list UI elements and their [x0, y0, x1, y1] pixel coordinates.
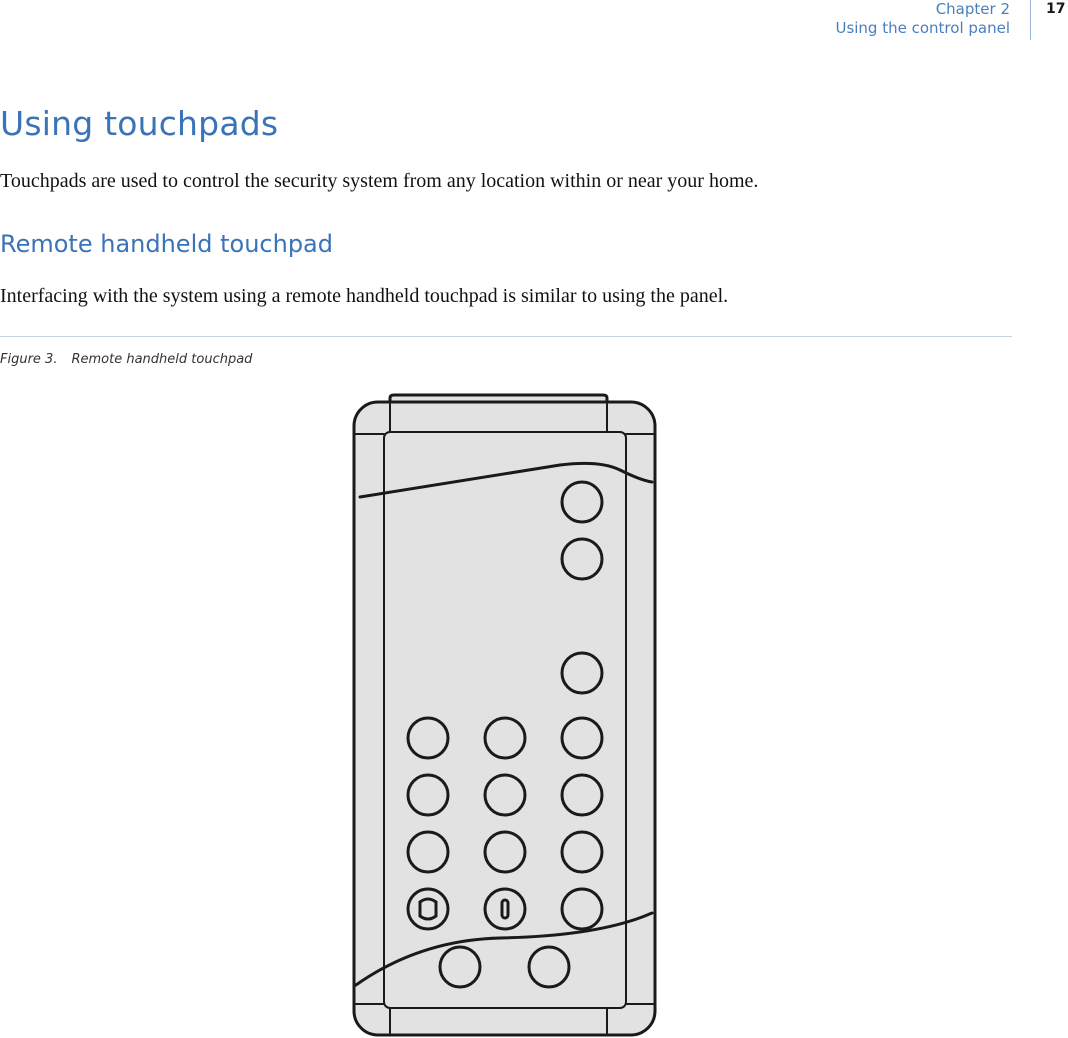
- section-paragraph: Touchpads are used to control the security system from any location within or near your home.: [0, 170, 759, 192]
- touchpad-button: [408, 718, 448, 758]
- section-heading: Using touchpads: [0, 104, 279, 143]
- touchpad-button: [408, 832, 448, 872]
- touchpad-button: [408, 889, 448, 929]
- touchpad-button: [485, 775, 525, 815]
- touchpad-button: [562, 718, 602, 758]
- touchpad-button: [408, 775, 448, 815]
- touchpad-button: [562, 775, 602, 815]
- touchpad-button: [529, 947, 569, 987]
- touchpad-button: [485, 718, 525, 758]
- figure-number: Figure 3.: [0, 352, 58, 367]
- touchpad-button: [562, 889, 602, 929]
- touchpad-button: [485, 889, 525, 929]
- subsection-paragraph: Interfacing with the system using a remote handheld touchpad is similar to using the panel.: [0, 285, 729, 307]
- touchpad-button: [562, 482, 602, 522]
- chapter-label: Chapter 2: [935, 0, 1010, 18]
- page-number: 17: [1046, 1, 1066, 17]
- touchpad-button: [562, 832, 602, 872]
- chapter-title: Using the control panel: [835, 19, 1010, 37]
- touchpad-button: [485, 832, 525, 872]
- subsection-heading: Remote handheld touchpad: [0, 230, 333, 258]
- figure-caption-text: Remote handheld touchpad: [71, 352, 253, 367]
- touchpad-button: [562, 539, 602, 579]
- touchpad-button: [562, 653, 602, 693]
- touchpad-button: [440, 947, 480, 987]
